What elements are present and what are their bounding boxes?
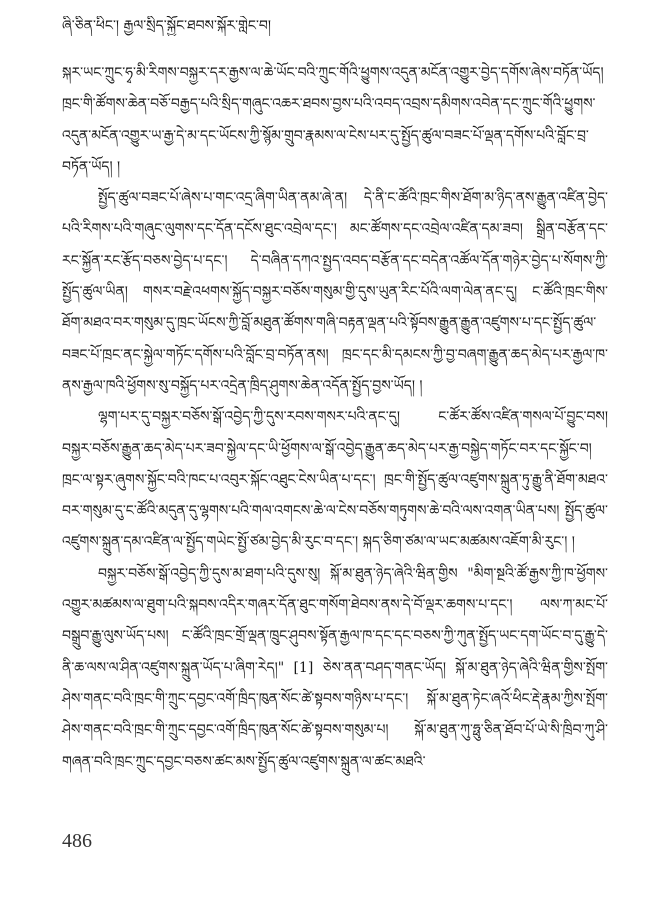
page-number: 486 (62, 830, 92, 852)
paragraph-2: སྤྱོད་ཚུལ་བཟང་པོ་ཞེས་པ་གང་འདྲ་ཞིག་ཡིན་ནམ་ཞེ་ན། དེ་ནི་ང་ཚོའི་ཁྲང་གིས་ཐོག་མ་ཉིད་ནས་རྒྱུན་འཛིན་བྱེད་པའི་རིགས་པའི་གཞུང་ལུགས་དང་དོན་དངོས་ཐུང་འབྲེལ་དང་། མང་ཚོགས་དང་འབྲེལ་འཛིན་དམ་ཟབ། སྒྲིན་བརྩོན་དང་རང་སྐྱོན་རང་རྩོད་བཅས་བྱེད་པ་དང་། དེ་བཞིན་དཀའ་སྤྱད་འབད་བརྩོན་དང་བདེན་འཚོལ་དོན་གཉེར་བྱེད་པ་སོགས་ཀྱི་སྤྱོད་ཚུལ་ཡིན། གསར་བརྗེ་འཕགས་སྐྱོད་བསྐྱར་བཅོས་གསུམ་གྱི་དུས་ཡུན་རིང་པོའི་ལག་ལེན་ནང་དུ། ང་ཚོའི་ཁྲང་གིས་ཐོག་མཐའ་བར་གསུམ་དུ་ཁྲང་ཡོངས་ཀྱི་བློ་མཐུན་ཚོགས་གཞི་བརྟན་ལྡན་པའི་སྟོབས་རྒྱུན་རྒྱུན་འཛུགས་པ་དང་སྤྱོད་ཚུལ་བཟང་པོ་ཁྲང་ནང་སྐྱེལ་གཏོང་དགོས་པའི་བློང་བྲ་བཏོན་ནས། ཁྲང་དང་མི་དམངས་ཀྱི་བྱ་བཞག་རྒྱུན་ཆད་མེད་པར་རྒྱལ་ཁ་ནས་རྒྱལ་ཁའི་ཕྱོགས་སུ་བསྐྱོད་པར་འདྲེན་ཁྲིད་ཤུགས་ཆེན་འདོན་སྤྱོད་བྱས་ཡོད། ། (62, 190, 608, 394)
paragraph-4: བསྐྱར་བཅོས་སྒོ་འབྱེད་ཀྱི་དུས་མ་ཐག་པའི་དུས་སུ། སྐོ་མ་ཐུན་ཉེད་ཞེའི་ཝིན་གྱིས "མིག་སྔའི་ཚོ་རྒྱས་ཀྱི་ཁ་ཕྱོགས་འགྱུར་མཚམས་ལ་ཐུག་པའི་སྐབས་འདིར་གཞར་དོན་ཐུང་གསོག་ཐེབས་ནས་དེ་བོ་ལྡར་ཆགས་པ་དང་། ལས་ཀ་མང་པོ་བསྒྲུབ་རྒྱུ་ལུས་ཡོད་པས། ང་ཚོའི་ཁྲང་གྲོ་ལྡན་ཁྲུང་ཤུབས་སྟོན་རྒྱལ་ཁ་དང་དང་བཅས་ཀྱི་ཀུན་སྤྱོད་ཡང་དག་ཡོང་བ་དུ་རྒྱུ་དེ་ནི་ཆ་ལས་ལ་ཤིན་འཛུགས་སྐྲུན་ཡོད་པ་ཞིག་རེད།" [1] ཅེས་ནན་བཤད་གནང་ཡོད། སྐོ་མ་ཐུན་ཉེད་ཞེའི་ཝིན་གྱིས་སྤོག་ཤེས་གནང་བའི་ཁྲང་གི་ཀྲུང་དབྱང་འགོ་ཁྲིད་ཁུན་སོང་ཚེ་སྟབས་གཉིས་པ་དང་། སྐོ་མ་ཐུན་ཏེང་ཞའོ་ཕིང་རྡེ་རྣམ་ཀྱིས་སྤོག་ཤེས་གནང་བའི་ཁྲང་གི་ཀྲུང་དབྱང་འགོ་ཁྲིད་ཁུན་སོང་ཚེ་སྟབས་གསུམ་པ། སྐོ་མ་ཐུན་ཀུ་ཧྥུ་ཅིན་ཐོབ་པོ་ཡེ་སི་ཁྲིབ་ཀུ་ཤི་གཞན་བའི་ཁྲང་ཀྲུང་དབྱང་བཅས་ཚང་མས་སྤྱོད་ཚུལ་འཛུགས་སྐྲུན་ལ་ཚང་མཐའི་ (62, 565, 608, 770)
body-text (62, 58, 608, 778)
paragraph-1: སྐར་ཡང་ཀྲུང་ཧྭ་མི་རིགས་བསྐྱར་དར་རྒྱས་ལ་ཆེ་ཡོང་བའི་ཀྲུང་གོའི་ཕྱུགས་འདུན་མངོན་འགྱུར་བྱེད་དགོས་ཞེས་བཏོན་ཡོད། ཁྲང་གི་ཚོགས་ཆེན་བཅོ་བརྒྱད་པའི་སྲིད་གཞུང་འཆར་ཐབས་བྱས་པའི་འབད་འབྲས་དམིགས་འབེན་དང་ཀྲུང་གོའི་ཕྱུགས་འདུན་མངོན་འགྱུར་ཡ་རྒྱ་དེ་མ་དང་ཡོངས་ཀྱི་སྙོམ་གྲུབ་རྣམས་ལ་ངེས་པར་དུ་སྤྱོད་ཚུལ་བཟང་པོ་ལྡན་དགོས་པའི་བློང་བྲ་བཏོན་ཡོད། ། (62, 65, 604, 175)
running-header: ཞི་ཅིན་ཕིང་། རྒྱལ་སྲིད་སྐྱོང་ཐབས་སྐོར་གླེང་བ། (62, 18, 272, 34)
paragraph-3: ལྷག་པར་དུ་བསྐྱར་བཅོས་སྒོ་འབྱེད་ཀྱི་དུས་རབས་གསར་པའི་ནང་དུ། ང་ཚོར་ཚོས་འཛིན་གསལ་པོ་བྱུང་བས། བསྐྱར་བཅོས་རྒྱུན་ཆད་མེད་པར་ཟབ་སྐྱེལ་དང་ཡི་ཕྱོགས་ལ་སྒོ་འབྱེད་རྒྱུན་ཆད་མེད་པར་རྒྱ་བསྐྱེད་གཏོང་བར་དང་སྐྱོང་བ། ཁྲང་ལ་སྟར་ཞུགས་སྐྱོང་བའི་ཁང་པ་འབུར་སྐོང་འཐུང་ངེས་ཡིན་པ་དང་། ཁྲང་གི་སྤྱོད་ཚུལ་འཛུགས་སྐྲུན་ཏུ་རྒྱུ་ནི་ཐོག་མཐའ་བར་གསུམ་དུ་ང་ཚོའི་མདུན་དུ་ལྷགས་པའི་གལ་འགངས་ཆེ་ལ་ངེས་བཅོས་གཏུགས་ཆེ་བའི་ལས་འགན་ཡིན་པས། སྤྱོད་ཚུལ་འཛུགས་སྐྲུན་དམ་འཛིན་ལ་སྤྱོད་གཡེང་སྤྱོ་ཙམ་བྱེད་མི་རུང་བ་དང་། སྐད་ཅིག་ཙམ་ལ་ཡང་མཚམས་འཇོག་མི་རུང་། ། (62, 409, 608, 551)
